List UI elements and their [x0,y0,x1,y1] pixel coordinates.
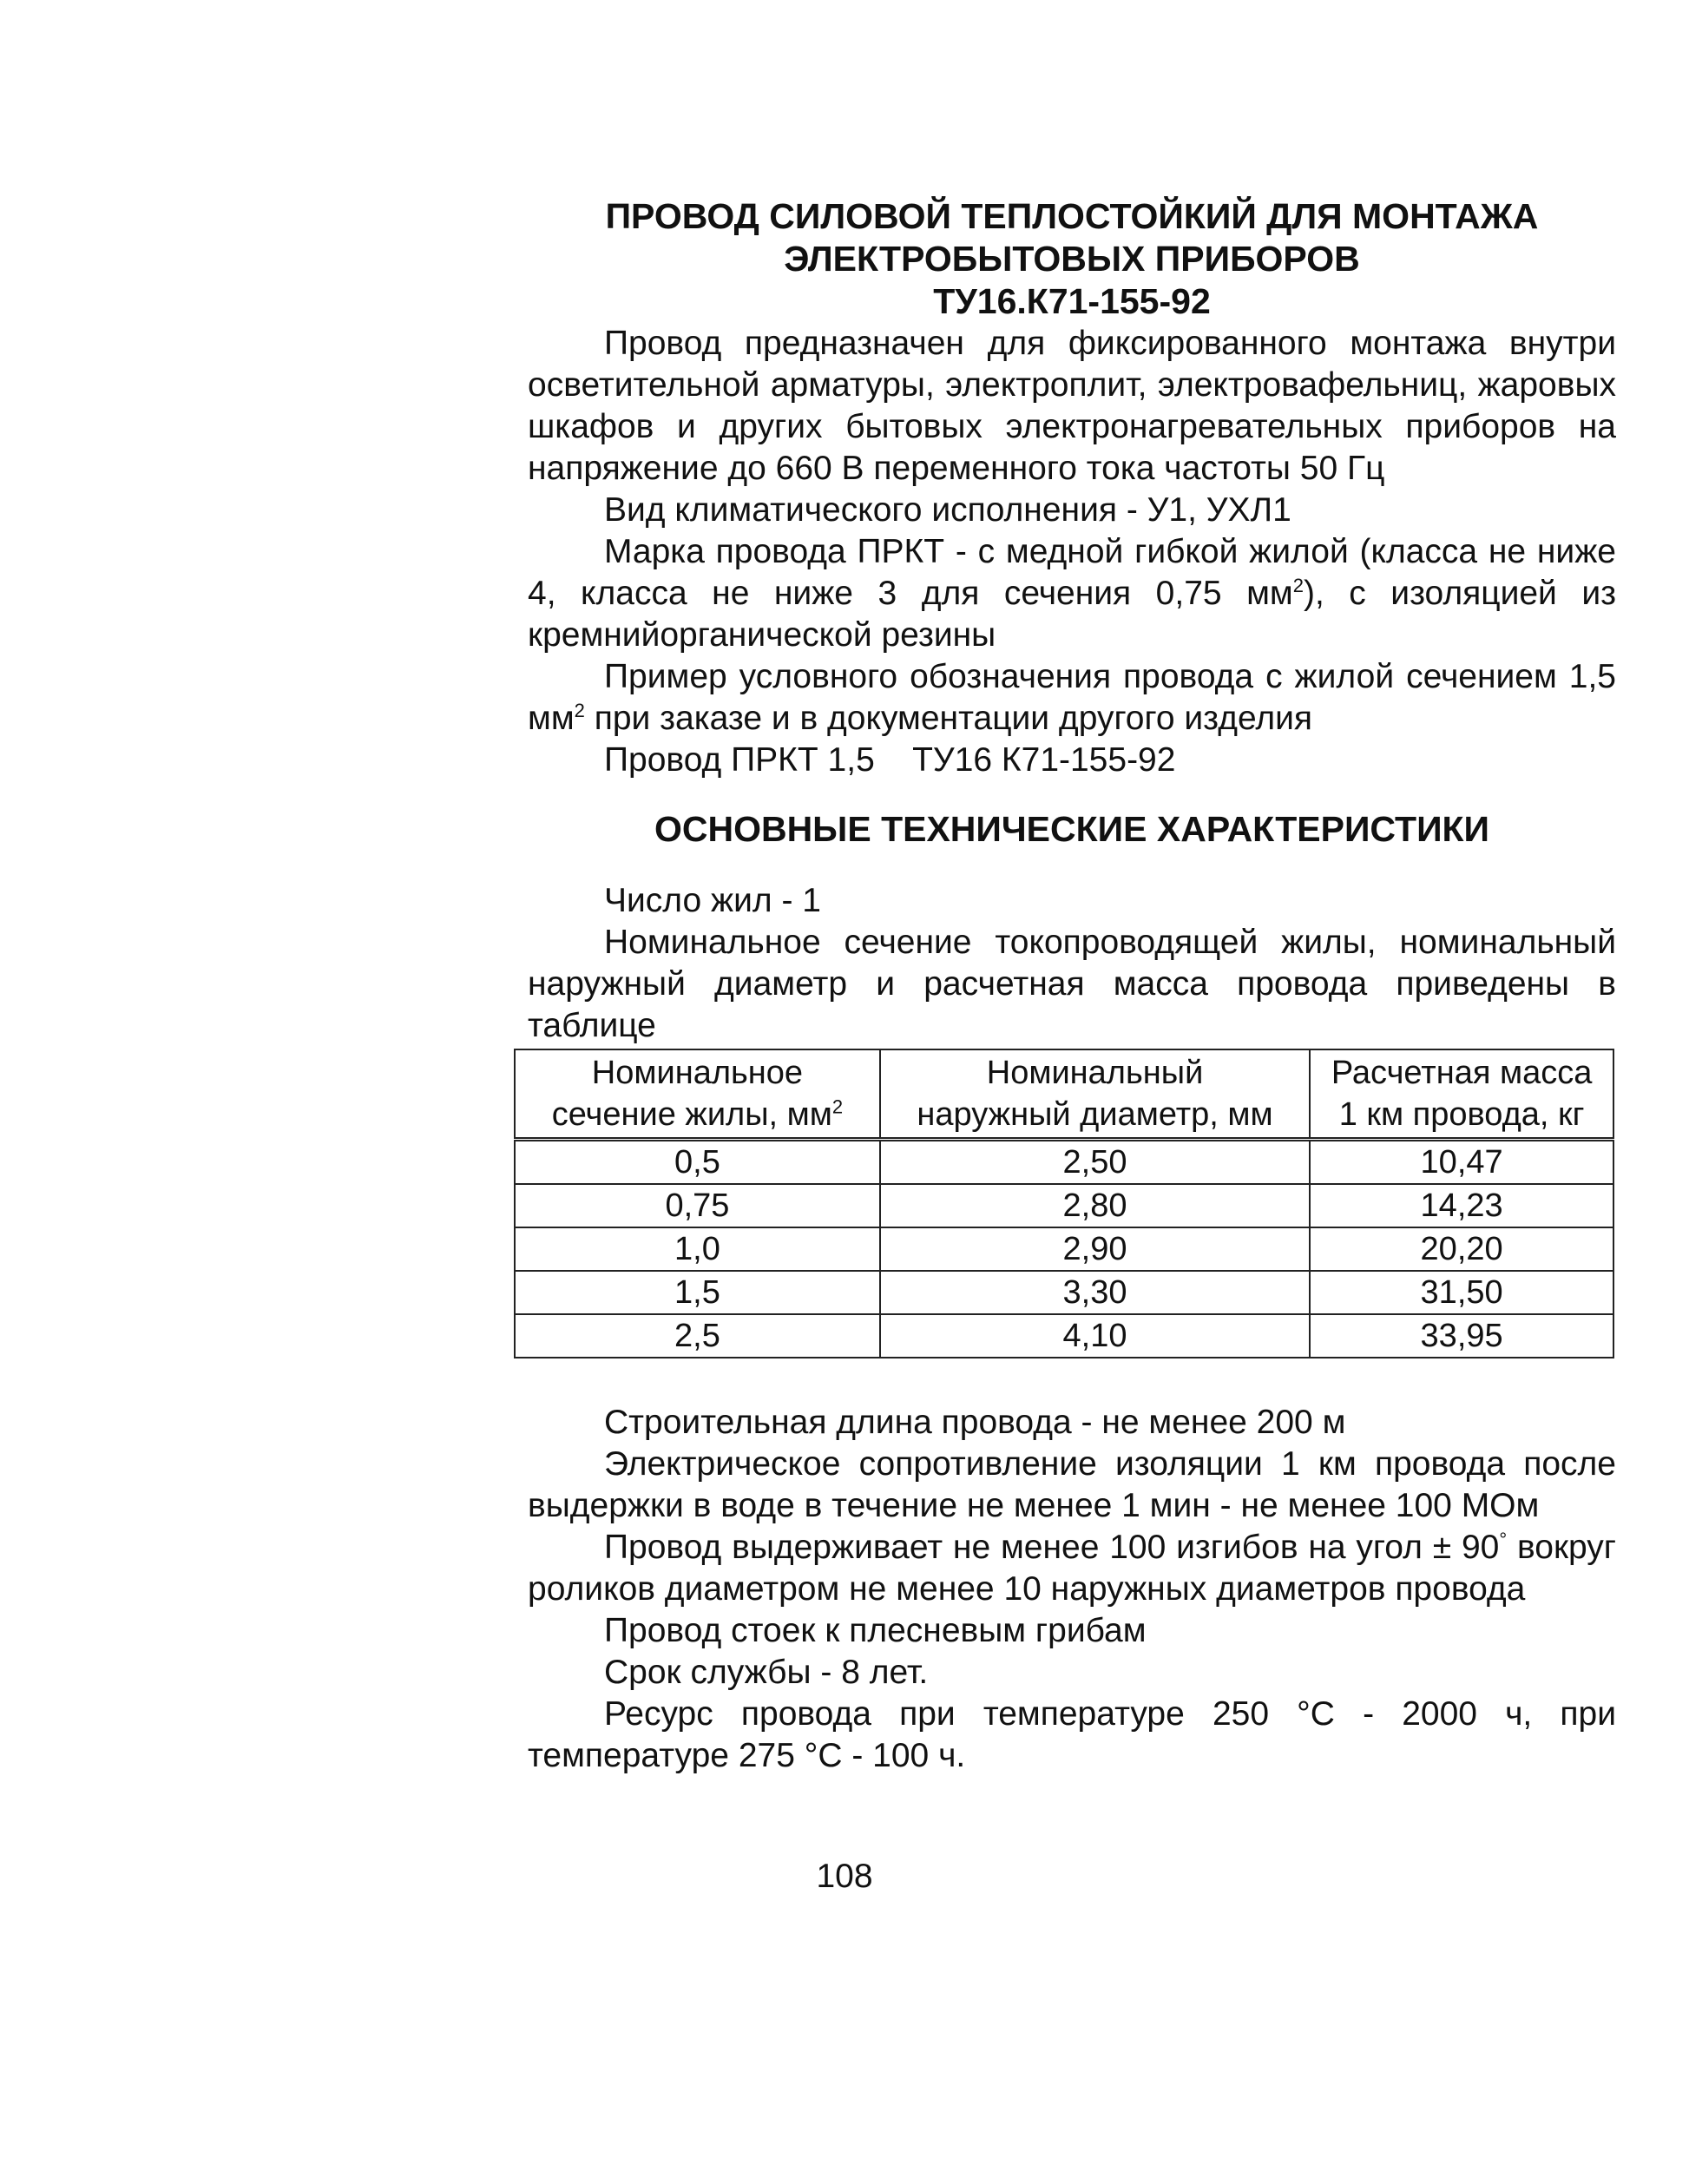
example-text-b: при заказе и в документации другого изделия [584,700,1313,737]
table-cell: 4,10 [880,1314,1310,1358]
table-cell: 14,23 [1310,1184,1613,1227]
bending-text-a: Провод выдерживает не менее 100 изгибов на угол ± 90 [604,1529,1500,1566]
header-cell-line: 1 км провода, кг [1338,1096,1585,1133]
table-row [515,1271,1613,1314]
header-outer-diameter [880,1049,1310,1140]
table-cell: 3,30 [880,1271,1310,1314]
document-title [528,195,1616,323]
table-cell: 1,0 [515,1227,880,1271]
length-paragraph: Строительная длина провода - не менее 200 м [604,1404,1346,1441]
table-cell: 2,5 [515,1314,880,1358]
brand-text-a: Марка провода ПРКТ - с медной гибкой жилой (класса не ниже 4, класса не ниже 3 для сечения 0,75 мм [528,533,1616,612]
table-row [515,1140,1613,1185]
table-row [515,1314,1613,1358]
table-cell: 31,50 [1310,1271,1613,1314]
header-cell-line: сечение жилы, мм [551,1096,832,1133]
table-row [515,1227,1613,1271]
characteristics-block [528,1402,1616,1777]
brand-paragraph [528,531,1616,656]
header-cell-line: Номинальное [591,1055,804,1091]
table-cell: 2,90 [880,1227,1310,1271]
page-number: 108 [816,1858,873,1895]
header-cell-line: наружный диаметр, мм [917,1096,1273,1133]
table-row [515,1184,1613,1227]
table-intro-paragraph: Номинальное сечение токопроводящей жилы, номинальный наружный диаметр и расчетная масса провода приведены в таблице [528,924,1616,1044]
table-cell: 33,95 [1310,1314,1613,1358]
table-header-row [515,1049,1613,1140]
degree-superscript: ° [1499,1529,1508,1550]
example-superscript: 2 [574,700,585,721]
page-content [528,195,1616,1777]
table-cell: 10,47 [1310,1140,1613,1185]
table-cell: 0,5 [515,1140,880,1185]
table-cell: 2,50 [880,1140,1310,1185]
resource-paragraph: Ресурс провода при температуре 250 °С - 2000 ч, при температуре 275 °С - 100 ч. [528,1695,1616,1774]
service-life-paragraph: Срок службы - 8 лет. [604,1654,929,1691]
title-line-3: ТУ16.К71-155-92 [933,281,1211,321]
table-cell: 1,5 [515,1271,880,1314]
bending-paragraph [528,1527,1616,1610]
header-superscript: 2 [831,1095,844,1118]
header-cross-section [515,1049,880,1140]
table-cell: 20,20 [1310,1227,1613,1271]
designation-paragraph: Провод ПРКТ 1,5 ТУ16 К71-155-92 [604,741,1176,779]
table-cell: 0,75 [515,1184,880,1227]
example-paragraph [528,656,1616,740]
resistance-paragraph: Электрическое сопротивление изоляции 1 км провода после выдержки в воде в течение не менее 1 мин - не менее 100 МОм [528,1445,1616,1524]
cores-paragraph: Число жил - 1 [604,882,821,919]
bending-text-b: вокруг роликов диаметром не менее 10 наружных диаметров провода [528,1529,1616,1608]
climate-paragraph: Вид климатического исполнения - У1, УХЛ1 [604,491,1291,529]
header-cell-line: Номинальный [986,1055,1204,1091]
header-mass [1310,1049,1613,1140]
example-text-a: Пример условного обозначения провода с жилой сечением 1,5 мм [528,658,1616,737]
purpose-paragraph: Провод предназначен для фиксированного монтажа внутри осветительной арматуры, электроплит, электровафельниц, жаровых шкафов и других бытовых электронагревательных приборов на напряжение до 660 В переменного тока частоты 50 Гц [528,325,1616,487]
table-cell: 2,80 [880,1184,1310,1227]
spec-table [514,1049,1614,1358]
header-cell-line: Расчетная масса [1331,1055,1593,1091]
title-line-1: ПРОВОД СИЛОВОЙ ТЕПЛОСТОЙКИЙ ДЛЯ МОНТАЖА [605,196,1539,236]
section-title: ОСНОВНЫЕ ТЕХНИЧЕСКИЕ ХАРАКТЕРИСТИКИ [654,809,1490,849]
title-line-2: ЭЛЕКТРОБЫТОВЫХ ПРИБОРОВ [784,239,1360,279]
brand-superscript: 2 [1292,575,1304,596]
mold-paragraph: Провод стоек к плесневым грибам [604,1612,1147,1649]
brand-text-b: ), с изоляцией из кремнийорганической резины [528,575,1617,654]
